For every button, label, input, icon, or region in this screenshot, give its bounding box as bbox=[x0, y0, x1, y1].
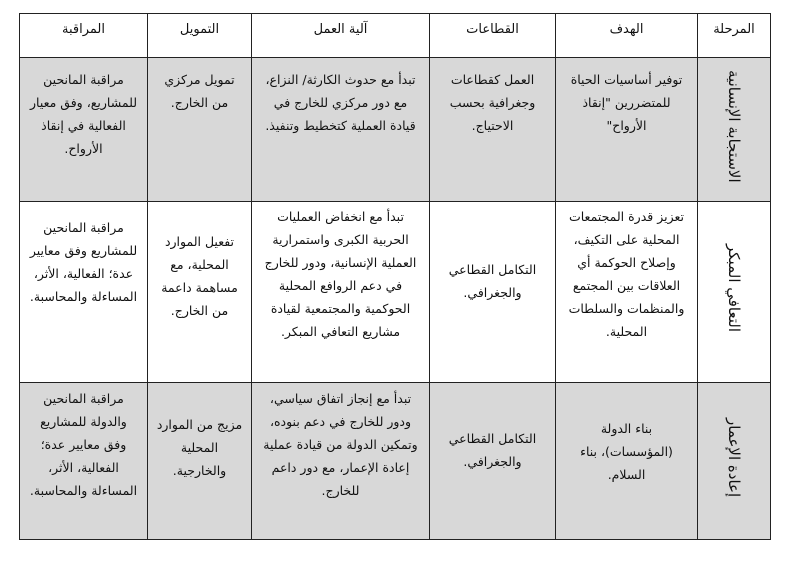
stage-label: التعافي المبكر bbox=[725, 244, 743, 333]
goal-cell: تعزيز قدرة المجتمعات المحلية على التكيف، وإصلاح الحوكمة أي العلاقات بين المجتمع والمنظمات والسلطات المحلية. bbox=[556, 202, 698, 383]
header-monitoring: المراقبة bbox=[20, 14, 148, 58]
mechanism-cell: تبدأ مع حدوث الكارثة/ النزاع، مع دور مركزي للخارج في قيادة العملية كتخطيط وتنفيذ. bbox=[252, 58, 430, 202]
header-goal: الهدف bbox=[556, 14, 698, 58]
stage-cell bbox=[698, 383, 771, 540]
goal-cell: توفير أساسيات الحياة للمتضررين "إنقاذ الأرواح" bbox=[556, 58, 698, 202]
monitoring-cell: مراقبة المانحين للمشاريع وفق معايير عدة؛ الفعالية، الأثر، المساءلة والمحاسبة. bbox=[20, 202, 148, 383]
monitoring-cell: مراقبة المانحين للمشاريع، وفق معيار الفعالية في إنقاذ الأرواح. bbox=[20, 58, 148, 202]
funding-cell: مزيج من الموارد المحلية والخارجية. bbox=[148, 383, 252, 540]
sectors-cell: العمل كقطاعات وجغرافية بحسب الاحتياج. bbox=[430, 58, 556, 202]
phases-table bbox=[19, 13, 771, 540]
monitoring-cell: مراقبة المانحين والدولة للمشاريع وفق معايير عدة؛ الفعالية، الأثر، المساءلة والمحاسبة. bbox=[20, 383, 148, 540]
header-mechanism: آلية العمل bbox=[252, 14, 430, 58]
mechanism-cell: تبدأ مع إنجاز اتفاق سياسي، ودور للخارج في دعم بنوده، وتمكين الدولة من قيادة عملية إعادة الإعمار، مع دور داعم للخارج. bbox=[252, 383, 430, 540]
table-row-humanitarian bbox=[20, 58, 771, 202]
sectors-cell: التكامل القطاعي والجغرافي. bbox=[430, 383, 556, 540]
stage-cell bbox=[698, 58, 771, 202]
funding-cell: تمويل مركزي من الخارج. bbox=[148, 58, 252, 202]
sectors-cell: التكامل القطاعي والجغرافي. bbox=[430, 202, 556, 383]
stage-label: إعادة الإعمار bbox=[725, 417, 743, 498]
stage-label: الاستجابة الإنسانية bbox=[725, 69, 743, 183]
header-sectors: القطاعات bbox=[430, 14, 556, 58]
goal-cell: بناء الدولة (المؤسسات)، بناء السلام. bbox=[556, 383, 698, 540]
header-funding: التمويل bbox=[148, 14, 252, 58]
mechanism-cell: تبدأ مع انخفاض العمليات الحربية الكبرى واستمرارية العملية الإنسانية، ودور للخارج في دعم الروافع المحلية الحوكمية والمجتمعية لقيادة مشاريع التعافي المبكر. bbox=[252, 202, 430, 383]
funding-cell: تفعيل الموارد المحلية، مع مساهمة داعمة من الخارج. bbox=[148, 202, 252, 383]
header-stage: المرحلة bbox=[698, 14, 771, 58]
table-row-reconstruction bbox=[20, 383, 771, 540]
stage-cell bbox=[698, 202, 771, 383]
header-row bbox=[20, 14, 771, 58]
table-row-early-recovery bbox=[20, 202, 771, 383]
